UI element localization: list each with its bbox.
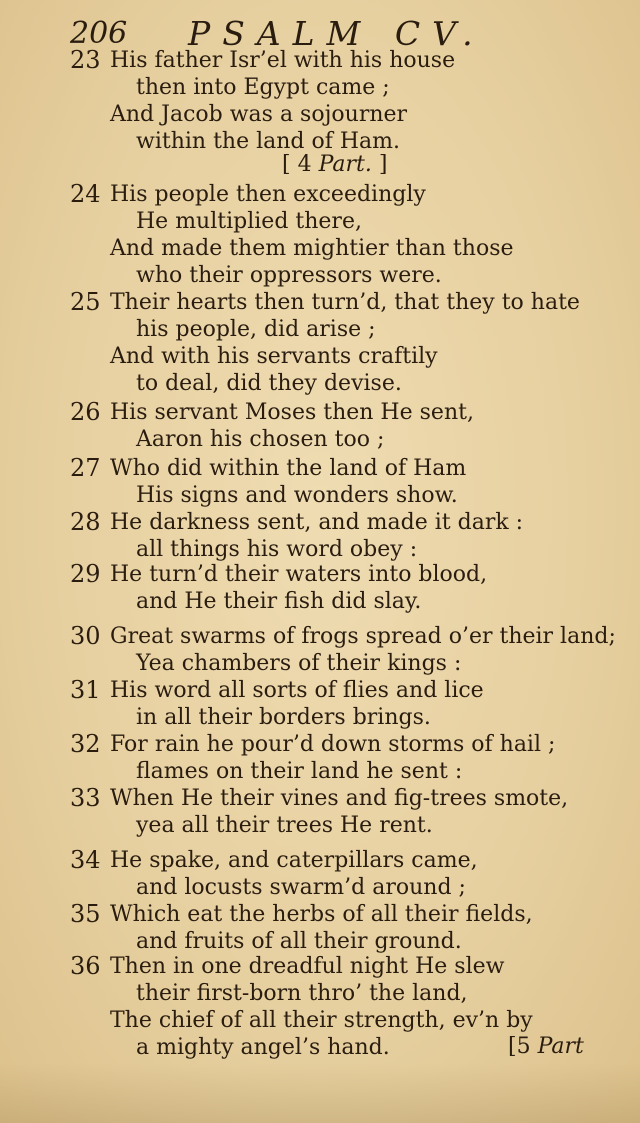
verse-line: Then in one dreadful night He slew	[110, 954, 505, 979]
verse-line: Aaron his chosen too ;	[136, 427, 385, 452]
verse-number: 29	[70, 560, 101, 588]
catchword-open: [5	[508, 1034, 531, 1059]
verse-number: 26	[70, 398, 101, 426]
verse-number: 31	[70, 676, 101, 704]
verse-line: His word all sorts of flies and lice	[110, 678, 484, 703]
verse-line: His father Isr’el with his house	[110, 48, 456, 73]
verse-number: 35	[70, 900, 101, 928]
verse-number: 28	[70, 508, 101, 536]
verse-line: And Jacob was a sojourner	[110, 102, 408, 127]
verse-number: 32	[70, 730, 101, 758]
page-number: 206	[70, 16, 128, 51]
verse-line: all things his word obey :	[136, 537, 418, 562]
verse-line: within the land of Ham.	[136, 129, 401, 154]
verse-line: Yea chambers of their kings :	[136, 651, 462, 676]
verse-line: and locusts swarm’d around ;	[136, 875, 466, 900]
part-marker-open: [ 4	[282, 152, 312, 177]
verse-line: He multiplied there,	[136, 209, 362, 234]
verse-number: 25	[70, 288, 101, 316]
verse-line: their first-born thro’ the land,	[136, 981, 468, 1006]
verse-line: He turn’d their waters into blood,	[110, 562, 488, 587]
verse-line: His people then exceedingly	[110, 182, 426, 207]
verse-line: and fruits of all their ground.	[136, 929, 462, 954]
verse-line: The chief of all their strength, ev’n by	[110, 1008, 533, 1033]
catchword	[508, 1034, 584, 1059]
verse-line: Who did within the land of Ham	[110, 456, 467, 481]
verse-line: yea all their trees He rent.	[136, 813, 433, 838]
verse-line: his people, did arise ;	[136, 317, 376, 342]
verse-line: And with his servants craftily	[110, 344, 438, 369]
verse-number: 33	[70, 784, 101, 812]
verse-number: 24	[70, 180, 101, 208]
verse-line: Which eat the herbs of all their fields,	[110, 902, 533, 927]
part-marker-word: Part.	[318, 152, 372, 177]
part-marker-close: ]	[378, 152, 388, 177]
verse-line: in all their borders brings.	[136, 705, 431, 730]
verse-number: 30	[70, 622, 101, 650]
verse-line: Their hearts then turn’d, that they to hate	[110, 290, 580, 315]
verse-line: He spake, and caterpillars came,	[110, 848, 478, 873]
verse-number: 34	[70, 846, 101, 874]
verse-line: flames on their land he sent :	[136, 759, 463, 784]
part-marker	[282, 152, 387, 178]
running-head: PSALM CV.	[188, 14, 485, 53]
verse-line: Great swarms of frogs spread o’er their land;	[110, 624, 616, 649]
verse-line: For rain he pour’d down storms of hail ;	[110, 732, 556, 757]
catchword-word: Part	[537, 1034, 584, 1059]
verse-line: He darkness sent, and made it dark :	[110, 510, 524, 535]
verse-line: a mighty angel’s hand.	[136, 1035, 390, 1060]
verse-line: to deal, did they devise.	[136, 371, 402, 396]
verse-line: His servant Moses then He sent,	[110, 400, 474, 425]
verse-number: 36	[70, 952, 101, 980]
verse-line: and He their fish did slay.	[136, 589, 422, 614]
verse-line: When He their vines and fig-trees smote,	[110, 786, 569, 811]
verse-number: 23	[70, 46, 101, 74]
verse-line: His signs and wonders show.	[136, 483, 458, 508]
verse-line: who their oppressors were.	[136, 263, 442, 288]
verse-line: then into Egypt came ;	[136, 75, 390, 100]
verse-line: And made them mightier than those	[110, 236, 514, 261]
verse-number: 27	[70, 454, 101, 482]
